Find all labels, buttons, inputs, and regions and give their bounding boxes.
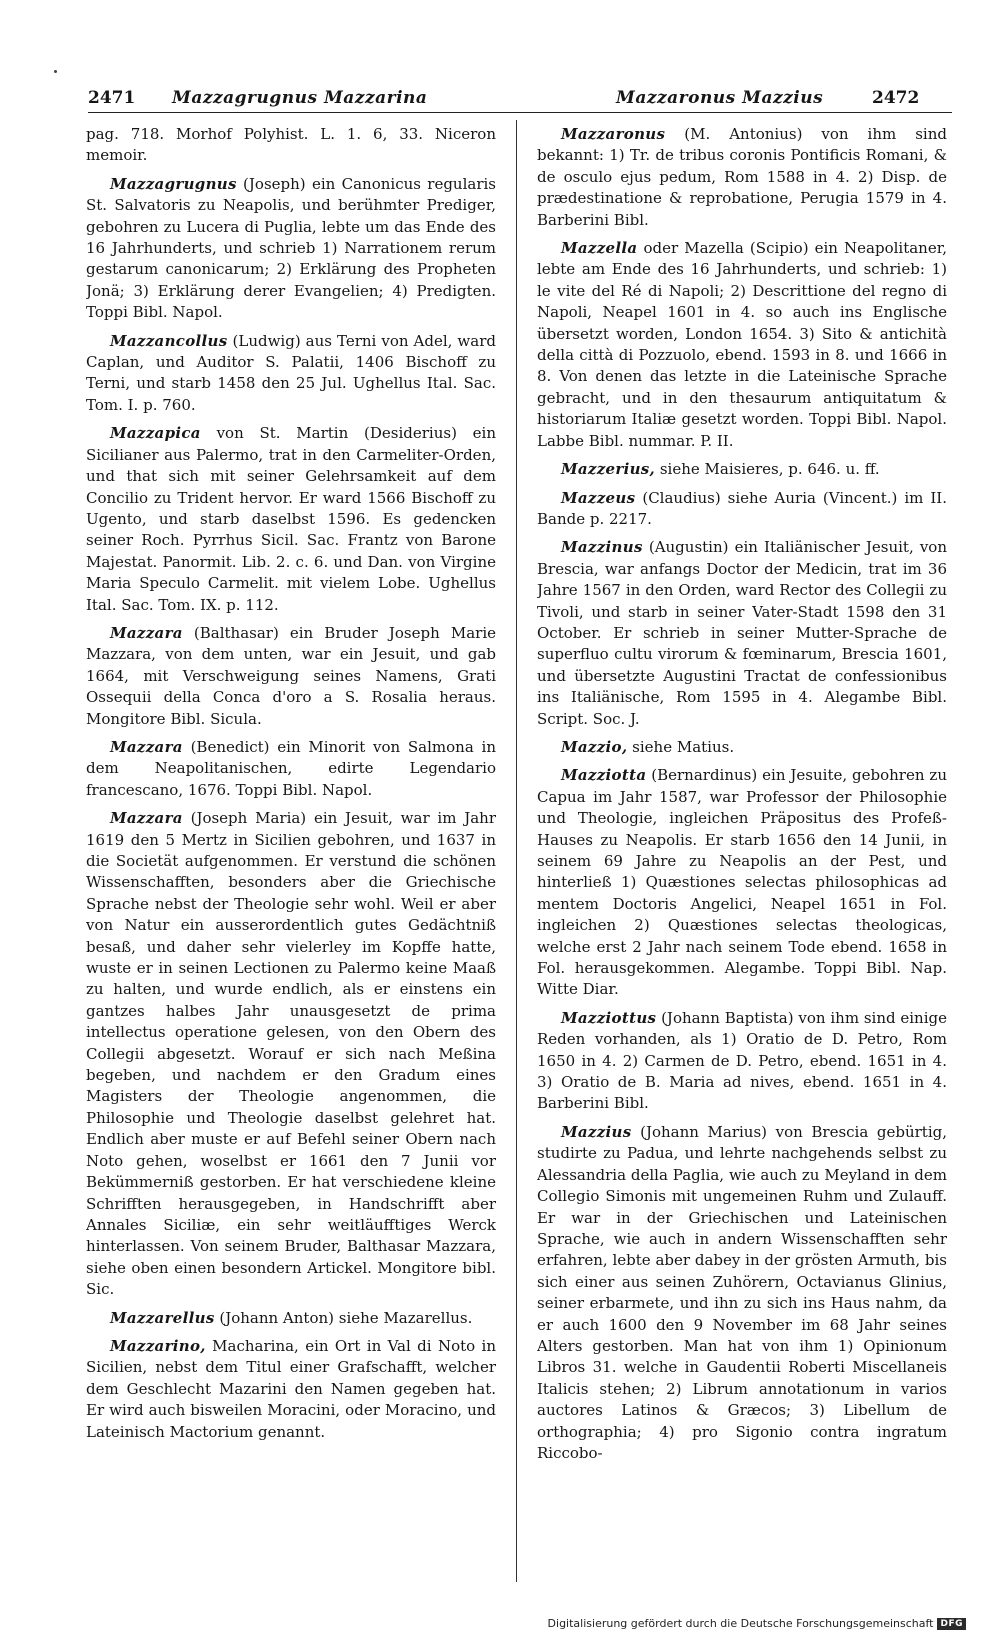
entry-lemma: Mazzara (110, 623, 183, 642)
dictionary-entry (86, 423, 496, 616)
entry-text: siehe Matius. (627, 737, 735, 756)
entry-lemma: Mazzius (561, 1122, 632, 1141)
entry-text: (Augustin) ein Italiänischer Jesuit, von Brescia, war anfangs Doctor der Medicin, trat im 36 Jahre 1567 in den Orden, ward Rector des Collegii zu Tivoli, und starb in seiner Vater-Stadt 1598 den 31 October. Er schrieb in seiner Mutter-Sprache de superfluo cultu virorum & fœminarum, Brescia 1601, und übersetzte Augustini Tractat de confessionibus ins Italiänische, Rom 1595 in 4. Alegambe Bibl. Script. Soc. J. (537, 538, 947, 728)
entry-lemma: Mazzella (561, 239, 638, 258)
entry-lemma: Mazzeus (561, 488, 636, 507)
dictionary-entry (537, 537, 947, 730)
entry-lemma: Mazziottus (561, 1008, 657, 1027)
entry-text: (Johann Anton) siehe Mazarellus. (214, 1308, 473, 1327)
dictionary-entry (86, 1336, 496, 1443)
dictionary-entry (537, 737, 947, 758)
dictionary-entry (86, 808, 496, 1300)
entry-lemma: Mazzaronus (561, 125, 666, 143)
digitization-credit (548, 1617, 966, 1630)
entry-lemma: Mazzarellus (110, 1308, 215, 1327)
credit-text: Digitalisierung gefördert durch die Deutsche Forschungsgemeinschaft (547, 1617, 934, 1630)
entry-text: (Joseph) ein Canonicus regularis St. Salvatoris zu Neapolis, und berühmter Prediger, gebohren zu Lucera di Puglia, lebte um das Ende des 16 Jahrhunderts, und schrieb 1) Narrationem rerum gestarum canonicarum; 2) Erklärung des Propheten Jonä; 3) Erklärung derer Evangelien; 4) Predigten. Toppi Bibl. Napol. (86, 174, 496, 322)
entry-text: siehe Maisieres, p. 646. u. ff. (655, 460, 880, 479)
entry-text: (Ludwig) aus Terni von Adel, ward Caplan, und Auditor S. Palatii, 1406 Bischoff zu Terni, und starb 1458 den 25 Jul. Ughellus Ital. Sac. Tom. I. p. 760. (86, 331, 496, 414)
column-divider (516, 120, 517, 1582)
entry-text: oder Mazella (Scipio) ein Neapolitaner, lebte am Ende des 16 Jahrhunderts, und schrieb: 1) le vite del Ré di Napoli; 2) Descrittione del regno di Napoli, Neapel 1601 in 4. so auch ins Englische übersetzt worden, London 1654. 3) Sito & antichità della città di Pozzuolo, ebend. 1593 in 8. und 1666 in 8. Von denen das letzte in die Lateinische Sprache gebracht, und in den thesaurum antiquitatum & historiarum Italiæ gesetzt worden. Toppi Bibl. Napol. Labbe Bibl. nummar. P. II. (537, 239, 947, 450)
dictionary-entry (86, 623, 496, 730)
entry-text: (Joseph Maria) ein Jesuit, war im Jahr 1619 den 5 Mertz in Sicilien gebohren, und 1637 in die Societät aufgenommen. Er verstund die schönen Wissenschafften, besonders aber die Griechische Sprache nebst der Theologie sehr wohl. Weil er aber von Natur ein ausserordentlich gutes Gedächtniß besaß, und daher sehr vielerley im Kopffe hatte, wuste er in seinen Lectionen zu Palermo keine Maaß zu halten, und wurde endlich, als er einstens ein gantzes halbes Jahr unausgesetzt de prima intellectus operatione gelesen, von den Obern des Collegii abgesetzt. Worauf er sich nach Meßina begeben, und nachdem er den Gradum eines Magisters der Theologie angenommen, die Philosophie und Theologie daselbst gelehret hat. Endlich aber muste er auf Befehl seiner Obern nach Noto gehen, woselbst er 1661 den 7 Junii vor Bekümmerniß gestorben. Er hat verschiedene kleine Schrifften herausgegeben, in Handschrifft aber Annales Siciliæ, ein sehr weitläufftiges Werck hinterlassen. Von seinem Bruder, Balthasar Mazzara, siehe oben einen besondern Artickel. Mongitore bibl. Sic. (86, 809, 496, 1299)
dictionary-entry (86, 174, 496, 324)
header-rule (88, 112, 952, 113)
entry-lemma: Mazzinus (561, 538, 643, 557)
entry-lemma: Mazzara (110, 737, 183, 756)
dictionary-entry (537, 124, 947, 231)
dictionary-entry (537, 459, 947, 480)
entry-lemma: Mazzio, (561, 737, 628, 756)
dictionary-entry (86, 124, 496, 167)
dictionary-entry (537, 488, 947, 531)
entry-text: (Benedict) ein Minorit von Salmona in dem Neapolitanischen, edirte Legendario francescano, 1676. Toppi Bibl. Napol. (86, 737, 496, 799)
entry-text: (M. Antonius) von ihm sind bekannt: 1) Tr. de tribus coronis Pontificis Romani, & de osculo ejus pedum, Rom 1588 in 4. 2) Disp. de prædestinatione & reprobatione, Perugia 1579 in 4. Barberini Bibl. (537, 125, 947, 229)
right-page-number: 2472 (872, 88, 920, 108)
dictionary-entry (537, 238, 947, 452)
entry-lemma: Mazzapica (110, 424, 201, 443)
entry-text: (Bernardinus) ein Jesuite, gebohren zu Capua im Jahr 1587, war Professor der Philosophie und Theologie, ingleichen Präpositus des Profeß-Hauses zu Neapolis. Er starb 1656 den 14 Junii, in seinem 69 Jahre zu Neapolis an der Pest, und hinterließ 1) Quæstiones selectas philosophicas ad mentem Doctoris Angelici, Neapel 1651 in Fol. ingleichen 2) Quæstiones selectas theologicas, welche erst 2 Jahr nach seinem Tode ebend. 1658 in Fol. herausgekommen. Alegambe. Toppi Bibl. Nap. Witte Diar. (537, 766, 947, 999)
entry-text: (Johann Marius) von Brescia gebürtig, studirte zu Padua, und lehrte nachgehends selbst zu Alessandria della Paglia, wie auch zu Meyland in dem Collegio Simonis mit ungemeinen Ruhm und Zulauff. Er war in der Griechischen und Lateinischen Sprache, wie auch in andern Wissenschafften sehr erfahren, lebte aber dabey in der grösten Armuth, bis sich einer aus seinen Zuhörern, Octavianus Glinius, seiner erbarmete, und ihn zu sich ins Haus nahm, da er auch 1600 den 9 November im 68 Jahr seines Alters gestorben. Man hat von ihm 1) Opinionum Libros 31. welche in Gaudentii Roberti Miscellaneis Italicis stehen; 2) Librum annotationum in varios auctores Latinos & Græcos; 3) Libellum de orthographia; 4) pro Sigonio contra ingratum Riccobo- (537, 1122, 947, 1462)
dfg-logo: DFG (937, 1618, 966, 1630)
page-header (0, 82, 1000, 116)
dictionary-entry (537, 1122, 947, 1465)
entry-lemma: Mazzarino, (110, 1336, 206, 1355)
dictionary-entry (537, 765, 947, 1000)
entry-text: Macharina, ein Ort in Val di Noto in Sicilien, nebst dem Titul einer Grafschafft, welcher dem Geschlecht Mazarini den Namen gegeben hat. Er wird auch bisweilen Moracini, oder Moracino, und Lateinisch Mactorium genannt. (86, 1336, 496, 1441)
right-catchwords: Mazzaronus Mazzius (616, 88, 824, 108)
dictionary-entry (86, 331, 496, 417)
entry-lemma: Mazziotta (561, 766, 647, 785)
entry-lemma: Mazzagrugnus (110, 174, 237, 193)
left-column (86, 124, 496, 1584)
left-catchwords: Mazzagrugnus Mazzarina (172, 88, 428, 108)
ink-speck (54, 70, 57, 73)
dictionary-entry (537, 1008, 947, 1115)
entry-lemma: Mazzancollus (110, 331, 228, 350)
entry-text: pag. 718. Morhof Polyhist. L. 1. 6, 33. Niceron memoir. (86, 125, 496, 165)
entry-text: (Johann Baptista) von ihm sind einige Reden vorhanden, als 1) Oratio de D. Petro, Rom 1650 in 4. 2) Carmen de D. Petro, ebend. 1651 in 4. 3) Oratio de B. Maria ad nives, ebend. 1651 in 4. Barberini Bibl. (537, 1008, 947, 1113)
right-column (537, 124, 947, 1584)
dictionary-entry (86, 737, 496, 801)
entry-text: (Balthasar) ein Bruder Joseph Marie Mazzara, von dem unten, war ein Jesuit, und gab 1664, mit Verschweigung seines Namens, Grati Ossequii della Conca d'oro a S. Rosalia heraus. Mongitore Bibl. Sicula. (86, 623, 496, 728)
entry-lemma: Mazzara (110, 809, 183, 828)
entry-text: von St. Martin (Desiderius) ein Sicilianer aus Palermo, trat in den Carmeliter-Orden, und that sich mit seiner Gelehrsamkeit auf dem Concilio zu Trident hervor. Er ward 1566 Bischoff zu Ugento, und starb daselbst 1596. Es gedencken seiner Roch. Pyrrhus Sicil. Sac. Frantz von Barone Majestat. Panormit. Lib. 2. c. 6. und Dan. von Virgine Maria Speculo Carmelit. mit vielem Lobe. Ughellus Ital. Sac. Tom. IX. p. 112. (86, 424, 496, 614)
left-page-number: 2471 (88, 88, 136, 108)
entry-lemma: Mazzerius, (561, 460, 656, 479)
entry-text: (Claudius) siehe Auria (Vincent.) im II. Bande p. 2217. (537, 488, 947, 528)
dictionary-entry (86, 1308, 496, 1329)
